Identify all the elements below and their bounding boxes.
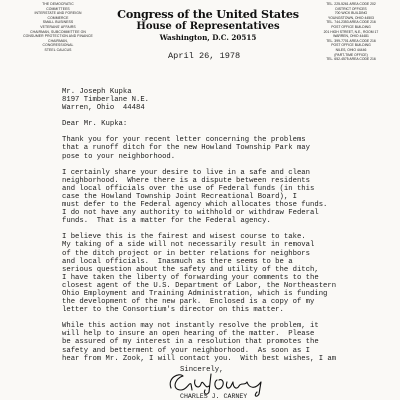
address-line: 8197 Timberlane N.E.: [62, 96, 150, 105]
office-line: TEL. 225-5261 AREA CODE 202: [326, 2, 376, 6]
salutation: Dear Mr. Kupka:: [62, 120, 128, 129]
office-line: 201 HIGH STREET, N.E., ROOM 17: [323, 29, 379, 34]
paragraph-line: and local officials. Inasmuch as there seems to be a: [62, 257, 293, 266]
paragraph-line: hear from Mr. Zook, I will contact you. With best wishes, I am: [62, 354, 337, 363]
office-line: NILES, OHIO 44446: [335, 47, 367, 52]
office-line: TEL. 744-2353 AREA CODE 216: [326, 20, 376, 25]
paragraph-line: I certainly share your desire to live in a safe and clean: [62, 168, 310, 177]
letterhead: [110, 8, 306, 43]
committee-line: COMMITTEES: [46, 6, 70, 11]
paragraph-line: safety and betterment of your neighborhood. As soon as I: [62, 346, 310, 355]
committee-column: [6, 2, 110, 53]
paragraph-line: I have taken the liberty of forwarding your comments to the: [62, 273, 319, 282]
committee-line: THE DEMOCRATIC: [42, 2, 74, 6]
paragraph-line: I believe this is the fairest and wisest course to take.: [62, 233, 306, 242]
paragraph-line: and local officials over the use of Federal funds (in this: [62, 184, 315, 193]
paragraph-line: will help to insure an open hearing of the matter. Please: [62, 330, 315, 339]
paragraph-line: pose to your neighborhood.: [62, 152, 176, 161]
paragraph-line: serious question about the safety and utility of the ditch,: [62, 265, 319, 274]
committee-line: SMALL BUSINESS: [42, 20, 74, 25]
address-line: Warren, Ohio 44484: [62, 104, 145, 113]
office-line: POST OFFICE BUILDING: [331, 24, 371, 29]
letter-body: [62, 88, 396, 363]
paragraph-line: the development of the new park. Enclosed is a copy of my: [62, 298, 315, 307]
office-line: (PART-TIME OFFICE): [334, 52, 368, 57]
paragraph-line: closest agent of the U.S. Department of Labor, the Northeastern: [62, 281, 337, 290]
paragraph-line: be assured of my interest in a resolution that promotes the: [62, 338, 319, 347]
letter-paragraphs: [62, 136, 396, 362]
office-line: YOUNGSTOWN, OHIO 44503: [328, 15, 374, 20]
office-line: WARREN, OHIO 44481: [333, 34, 369, 39]
paragraph-line: letter to the Consortium's director on this matter.: [62, 306, 284, 315]
recipient-address: [62, 88, 396, 112]
office-line: 700 WICK BUILDING: [334, 11, 368, 16]
paragraph: [62, 322, 396, 362]
office-line: TEL. 652-4575 AREA CODE 216: [326, 57, 376, 62]
paragraph-line: My taking of a side will not necessarily result in removal: [62, 241, 315, 250]
office-line: TEL. 399-7701 AREA CODE 216: [326, 38, 376, 43]
paragraph-line: Thank you for your recent letter concerning the problems: [62, 136, 306, 145]
letter-date: April 26, 1978: [168, 51, 241, 61]
committee-line: INTERSTATE AND FOREIGN: [34, 11, 82, 16]
signer-name: CHARLES J. CARNEY: [180, 393, 248, 400]
paragraph-line: of the ditch project or in better relations for neighbors: [62, 249, 310, 258]
committee-line: VETERANS' AFFAIRS: [40, 24, 76, 29]
paragraph: [62, 136, 396, 160]
committee-line: CHAIRMAN, SUBCOMMITTEE ON: [30, 29, 86, 34]
office-line: POST OFFICE BUILDING: [331, 43, 371, 48]
paragraph-line: that a runoff ditch for the new Howland Township Park may: [62, 144, 310, 153]
paragraph-line: case the Howland Township Joint Recreational Board), I: [62, 192, 297, 201]
committee-line: COMMERCE: [47, 15, 69, 20]
letterhead-congress: Congress of the United States: [117, 7, 299, 21]
letterhead-house: House of Representatives: [136, 21, 280, 32]
committee-line: CONSUMER PROTECTION AND FINANCE: [23, 34, 93, 39]
closing: Sincerely,: [180, 366, 224, 374]
paragraph-line: I do not have any authority to withhold or withdraw Federal: [62, 209, 319, 218]
committee-line: CONGRESSIONAL: [42, 43, 74, 48]
office-line: DISTRICT OFFICES: [335, 6, 367, 11]
office-column: [306, 2, 396, 62]
paragraph-line: must defer to the Federal agency which allocates those funds.: [62, 201, 328, 210]
address-line: Mr. Joseph Kupka: [62, 88, 132, 96]
paragraph-line: funds. That is a matter for the Federal agency.: [62, 217, 271, 226]
paragraph: [62, 169, 396, 226]
committee-line: CHAIRMAN,: [48, 38, 68, 43]
committee-line: STEEL CAUCUS: [44, 47, 72, 52]
paragraph-line: While this action may not instantly resolve the problem, it: [62, 322, 319, 331]
paragraph-line: neighborhood. Where there is a dispute between residents: [62, 176, 310, 185]
paragraph-line: Ohio Employment and Training Administration, which is funding: [62, 289, 328, 298]
letterhead-city: Washington, D.C. 20515: [159, 33, 257, 42]
paragraph: [62, 233, 396, 314]
